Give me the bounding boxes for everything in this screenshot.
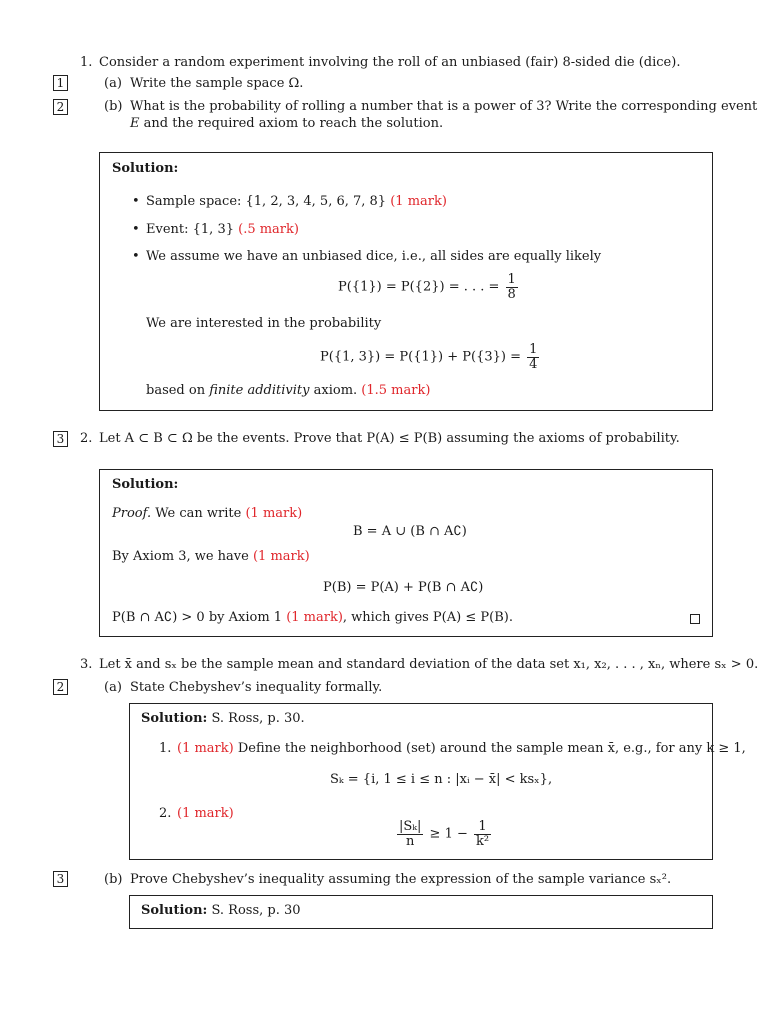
- eq1-lhs: P({1}) = P({2}) = . . . =: [338, 279, 504, 295]
- q3a-solution-ref: S. Ross, p. 30.: [207, 711, 305, 726]
- chebyshev-numerator-right: 1: [474, 820, 491, 835]
- q2-axiom3-line: [112, 549, 310, 566]
- qed-box-icon: [690, 614, 700, 624]
- eq1-fraction: [506, 273, 518, 303]
- q3-text: Let x̄ and sₓ be the sample mean and standard deviation of the data set x₁, x₂, . . . , xₙ, where sₓ > 0.: [99, 657, 759, 672]
- q1a-label: (a): [104, 76, 122, 91]
- sample-space-mark: (1 mark): [390, 194, 447, 209]
- axiom3-text: By Axiom 3, we have: [112, 549, 253, 564]
- chebyshev-middle: ≥ 1 −: [425, 826, 473, 842]
- q2-solution-title: Solution:: [112, 477, 179, 492]
- q3a-chebyshev-equation: [395, 820, 493, 850]
- q3a-item1-line: [177, 741, 746, 758]
- q3a-neighborhood-equation: Sₖ = {i, 1 ≤ i ≤ n : |xᵢ − x̄| < ksₓ},: [330, 772, 553, 787]
- q1-solution-title: Solution:: [112, 161, 179, 176]
- chebyshev-fraction-right: [474, 820, 491, 850]
- q3b-label: (b): [104, 872, 123, 887]
- chebyshev-numerator-left: |Sₖ|: [399, 819, 422, 834]
- q3b-solution-title: Solution:: [141, 903, 208, 918]
- q2-marks-box: 3: [53, 431, 68, 447]
- q3a-marks-box: 2: [53, 679, 68, 695]
- event-text: Event: {1, 3}: [146, 222, 239, 237]
- q1b-text-line2: [130, 116, 443, 133]
- q3a-item1-number: 1.: [159, 741, 172, 756]
- q2-conclusion-line: [112, 610, 513, 627]
- conclusion-post: , which gives P(A) ≤ P(B).: [342, 610, 513, 625]
- q1-number: 1.: [80, 55, 93, 70]
- q1b-text-line2-rest: and the required axiom to reach the solution.: [139, 116, 444, 131]
- eq2-fraction: [527, 343, 539, 373]
- finite-additivity-emphasis: finite additivity: [209, 383, 310, 398]
- eq2-lhs: P({1, 3}) = P({1}) + P({3}) =: [320, 349, 526, 365]
- item1-text: Define the neighborhood (set) around the sample mean x̄, e.g., for any k ≥ 1,: [233, 741, 746, 756]
- q2-number: 2.: [80, 431, 93, 446]
- q1-sol-bullet-sample-space: [146, 194, 447, 211]
- finite-post: axiom.: [309, 383, 362, 398]
- q1-equation-uniform: [338, 273, 520, 303]
- q1-sol-bullet-event: [146, 222, 299, 239]
- finite-pre: based on: [146, 383, 210, 398]
- q3a-item2-number: 2.: [159, 806, 172, 821]
- q3a-item2-mark: (1 mark): [177, 806, 234, 821]
- finite-mark: (1.5 mark): [361, 383, 431, 398]
- q3a-label: (a): [104, 680, 122, 695]
- q1a-marks-box: 1: [53, 75, 68, 91]
- proof-emphasis: Proof.: [112, 506, 152, 521]
- q3b-text: Prove Chebyshev’s inequality assuming the expression of the sample variance sₓ².: [130, 872, 672, 887]
- q3b-marks-box: 3: [53, 871, 68, 887]
- proof-mark: (1 mark): [245, 506, 303, 521]
- conclusion-mark: (1 mark): [286, 610, 343, 625]
- q1-equation-additivity: [320, 343, 541, 373]
- item1-mark: (1 mark): [177, 741, 234, 756]
- event-mark: (.5 mark): [238, 222, 299, 237]
- eq1-numerator: 1: [507, 272, 516, 287]
- q3a-solution-box: [129, 703, 746, 860]
- q3b-solution-header: [141, 903, 301, 920]
- q3b-solution-box: [129, 895, 713, 929]
- eq2-numerator: 1: [529, 342, 538, 357]
- q1b-text-line1: What is the probability of rolling a number that is a power of 3? Write the corresponding event: [130, 99, 758, 114]
- q2-solution-box: [99, 469, 713, 637]
- q1a-text: Write the sample space Ω.: [130, 76, 304, 91]
- q2-equation-axiom3: P(B) = P(A) + P(B ∩ A∁): [323, 580, 484, 595]
- q2-proof-line: [112, 506, 302, 523]
- eq1-denominator: 8: [507, 287, 516, 303]
- conclusion-pre: P(B ∩ A∁) > 0 by Axiom 1: [112, 610, 287, 625]
- axiom3-mark: (1 mark): [252, 549, 310, 564]
- q3a-solution-header: [141, 711, 305, 728]
- q1-interest-text: We are interested in the probability: [146, 316, 382, 331]
- q3b-solution-ref: S. Ross, p. 30: [207, 903, 301, 918]
- q3a-solution-title: Solution:: [141, 711, 208, 726]
- sample-space-text: Sample space: {1, 2, 3, 4, 5, 6, 7, 8}: [146, 194, 391, 209]
- q1-finite-additivity-line: [146, 383, 430, 400]
- q2-equation-decomposition: B = A ∪ (B ∩ A∁): [353, 524, 467, 539]
- q2-text: Let A ⊂ B ⊂ Ω be the events. Prove that P(A) ≤ P(B) assuming the axioms of probability.: [99, 431, 680, 446]
- proof-text: We can write: [151, 506, 246, 521]
- event-variable: E: [130, 116, 140, 131]
- q1b-label: (b): [104, 99, 123, 114]
- q1b-marks-box: 2: [53, 99, 68, 115]
- chebyshev-denominator-left: n: [406, 834, 415, 850]
- eq2-denominator: 4: [529, 357, 538, 373]
- q3-number: 3.: [80, 657, 93, 672]
- q1-solution-box: [99, 152, 713, 411]
- chebyshev-fraction-left: [397, 820, 423, 850]
- chebyshev-denominator-right: k²: [476, 834, 490, 850]
- q1-sol-bullet-unbiased: • We assume we have an unbiased dice, i.e., all sides are equally likely: [146, 249, 601, 266]
- q3a-text: State Chebyshev’s inequality formally.: [130, 680, 383, 695]
- q1-text: Consider a random experiment involving the roll of an unbiased (fair) 8-sided die (dice).: [99, 55, 681, 70]
